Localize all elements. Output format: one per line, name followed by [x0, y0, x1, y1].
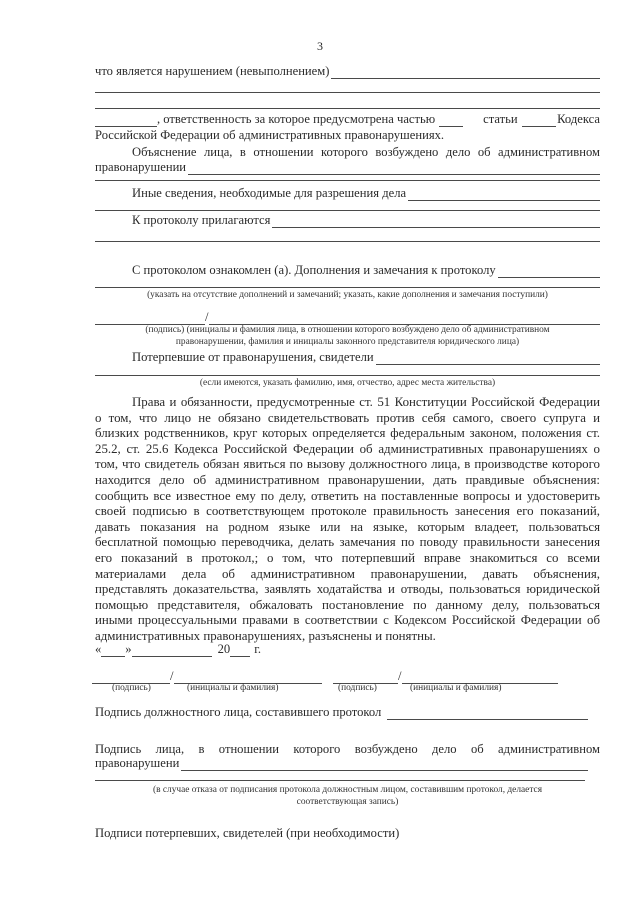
other-info-label: Иные сведения, необходимые для разрешения дела [132, 186, 407, 200]
rights-paragraph-line: его показаний в протокол,; о том, что потерпевший вправе знакомиться со всеми [95, 550, 600, 565]
violation-label: что является нарушением (невыполнением) [95, 64, 330, 78]
date-month-field[interactable] [132, 644, 212, 657]
rights-paragraph-line: материалами дела об административном правонарушении, давать объяснения, [95, 566, 600, 581]
responsibility-blank[interactable] [95, 114, 157, 127]
pair-right-caption-signature: (подпись) [338, 683, 377, 693]
rights-paragraph-line: бесплатной помощью переводчика, делать замечания по поводу правильности занесения [95, 535, 600, 550]
article-number-field[interactable] [522, 114, 556, 127]
responsibility-row [95, 111, 600, 127]
pair-left-caption-initials: (инициалы и фамилия) [187, 683, 279, 693]
signature-caption-1b: правонарушении, фамилия и инициалы законного представителя юридического лица) [175, 337, 520, 347]
pair-right-caption-initials: (инициалы и фамилия) [410, 683, 502, 693]
explanation-line-1: Объяснение лица, в отношении которого возбуждено дело об административном [132, 145, 600, 159]
person-signature-field[interactable] [181, 758, 588, 771]
responsibility-text-2: Российской Федерации об административных правонарушениях. [95, 128, 445, 142]
date-close-quote: » [125, 642, 132, 656]
explanation-row [95, 159, 600, 175]
official-signature-label: Подпись должностного лица, составившего протокол [95, 705, 382, 719]
explanation-field[interactable] [188, 162, 600, 175]
person-signature-label: правонарушени [95, 756, 180, 770]
person-signature-caption-b: соответствующая запись) [296, 797, 399, 807]
rights-paragraph-line: иными процессуальными правами в соответствии с Кодексом Российской Федерации об [95, 613, 600, 628]
pair-left-slash: / [170, 669, 174, 683]
violation-field-line-2[interactable] [95, 92, 600, 93]
rights-paragraph-line: Права и обязанности, предусмотренные ст. 51 Конституции Российской Федерации [132, 395, 600, 409]
violation-field[interactable] [331, 66, 600, 79]
rights-paragraph-line: административных правонарушениях, разъяснены и понятны. [95, 628, 436, 643]
rights-paragraph-line: представлять доказательства, заявлять ходатайства и отводы, пользоваться юридической [95, 582, 600, 597]
attached-field-line-2[interactable] [95, 241, 600, 242]
date-day-field[interactable] [101, 644, 125, 657]
other-info-field[interactable] [408, 188, 600, 201]
rights-paragraph-line: давать показания на родном языке или на языке, которым владеет, пользоваться [95, 519, 600, 534]
other-info-row [95, 185, 600, 201]
part-number-field[interactable] [439, 114, 463, 127]
rights-paragraph-line: 25.2, ст. 25.6 Кодекса Российской Федерации об административных правонарушениях о [95, 441, 600, 456]
page-number: 3 [317, 39, 323, 53]
explanation-label: правонарушении [95, 160, 187, 174]
signature-slash-1: / [205, 310, 209, 324]
official-signature-row [95, 704, 600, 720]
explanation-field-line-2[interactable] [95, 180, 600, 181]
person-signature-field-line-2[interactable] [95, 780, 585, 781]
official-signature-field[interactable] [387, 707, 588, 720]
person-signature-row [95, 755, 600, 771]
date-open-quote: « [95, 642, 102, 656]
date-year-field[interactable] [230, 644, 250, 657]
victims-signatures-label: Подписи потерпевших, свидетелей (при необходимости) [95, 826, 400, 840]
victims-caption: (если имеются, указать фамилию, имя, отчество, адрес места жительства) [199, 378, 496, 388]
other-info-field-line-2[interactable] [95, 210, 600, 211]
acquainted-field[interactable] [498, 265, 600, 278]
rights-paragraph-line: близких родственников, круг которых определяется федеральным законом, положения ст. [95, 426, 600, 441]
rights-paragraph [95, 395, 600, 645]
pair-left-caption-signature: (подпись) [112, 683, 151, 693]
person-signature-caption-a: (в случае отказа от подписания протокола должностным лицом, составившим протокол, делается [152, 785, 543, 795]
rights-paragraph-line: о том, что лицо не обязано свидетельствовать против себя самого, своего супруга и [95, 410, 600, 425]
violation-row [95, 63, 600, 79]
rights-paragraph-line: сообщить все известное ему по делу, ответить на поставленные вопросы и удостоверить [95, 488, 600, 503]
date-year-prefix: 20 [217, 642, 231, 656]
acquainted-caption: (указать на отсутствие дополнений и замечаний; указать, какие дополнения и замечания поступили) [147, 290, 548, 300]
acquainted-field-line-2[interactable] [95, 287, 600, 288]
attached-label: К протоколу прилагаются [132, 213, 271, 227]
acquainted-label: С протоколом ознакомлен (а). Дополнения и замечания к протоколу [132, 263, 496, 277]
pair-right-slash: / [398, 669, 402, 683]
attached-row [95, 212, 600, 228]
victims-label: Потерпевшие от правонарушения, свидетели [132, 350, 374, 364]
responsibility-text: , ответственность за которое предусмотрена частью [157, 112, 436, 126]
violation-field-line-3[interactable] [95, 108, 600, 109]
signature-caption-1a: (подпись) (инициалы и фамилия лица, в отношении которого возбуждено дело об административном [145, 325, 550, 335]
victims-row [95, 349, 600, 365]
rights-paragraph-line: своей подписью в соответствующем протоколе правильность занесения его показаний, [95, 504, 600, 519]
rights-paragraph-line: находится дело об административном правонарушении, дать правдивые объяснения: [95, 472, 600, 487]
code-word: Кодекса [557, 112, 600, 126]
victims-field-line-2[interactable] [95, 375, 600, 376]
acquainted-row [95, 262, 600, 278]
rights-paragraph-line: том, что свидетель обязан явиться по вызову должностного лица, в производстве которого [95, 457, 600, 472]
attached-field[interactable] [272, 215, 600, 228]
victims-field[interactable] [376, 352, 600, 365]
person-signature-line-1: Подпись лица, в отношении которого возбуждено дело об административном [95, 742, 600, 756]
signature-row-1 [95, 309, 600, 325]
rights-paragraph-line: помощью представителя, обжаловать постановление по данному делу, пользоваться [95, 597, 600, 612]
date-row [95, 641, 600, 657]
date-year-suffix: г. [254, 642, 262, 656]
article-word: статьи [483, 112, 518, 126]
